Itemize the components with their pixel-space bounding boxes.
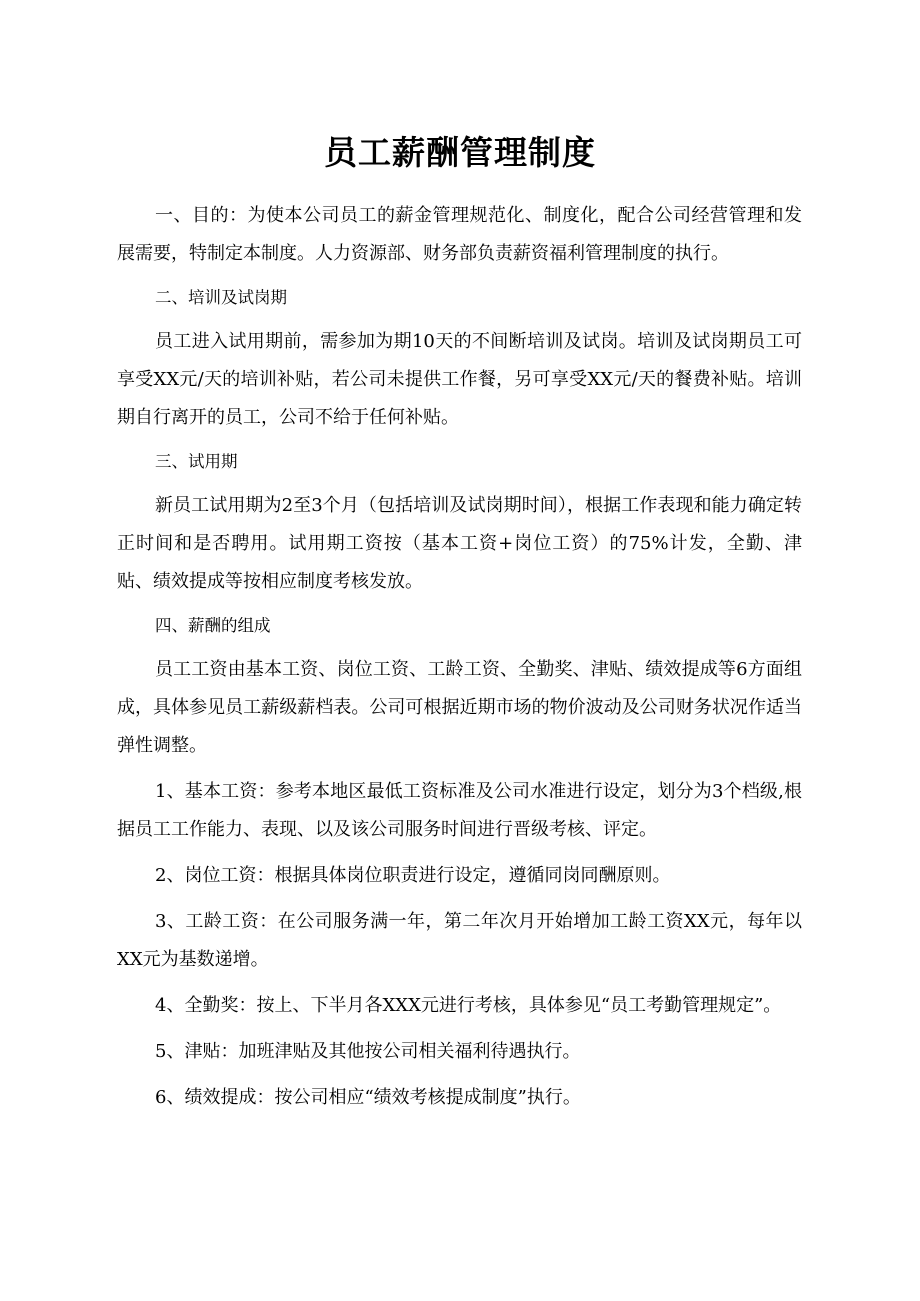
training-paragraph: 员工进入试用期前，需参加为期10天的不间断培训及试岗。培训及试岗期员工可享受XX元/天的培训补贴，若公司未提供工作餐，另可享受XX元/天的餐费补贴。培训期自行离开的员工，公司不给于任何补贴。 <box>117 331 802 428</box>
item-basic-salary: 1、基本工资：参考本地区最低工资标准及公司水准进行设定，划分为3个档级,根据员工工作能力、表现、以及该公司服务时间进行晋级考核、评定。 <box>117 781 802 840</box>
document-body <box>117 197 802 1117</box>
item-allowance: 5、津贴：加班津贴及其他按公司相关福利待遇执行。 <box>155 1041 581 1062</box>
composition-paragraph: 员工工资由基本工资、岗位工资、工龄工资、全勤奖、津贴、绩效提成等6方面组成，具体参见员工薪级薪档表。公司可根据近期市场的物价波动及公司财务状况作适当弹性调整。 <box>117 659 802 756</box>
training-heading: 二、培训及试岗期 <box>155 288 287 307</box>
composition-heading: 四、薪酬的组成 <box>155 616 271 635</box>
probation-heading: 三、试用期 <box>155 452 238 471</box>
item-performance-commission: 6、绩效提成：按公司相应“绩效考核提成制度”执行。 <box>155 1087 581 1108</box>
item-seniority-salary: 3、工龄工资：在公司服务满一年，第二年次月开始增加工龄工资XX元，每年以XX元为基数递增。 <box>117 911 802 970</box>
item-position-salary: 2、岗位工资：根据具体岗位职责进行设定，遵循同岗同酬原则。 <box>155 865 671 886</box>
probation-paragraph: 新员工试用期为2至3个月（包括培训及试岗期时间），根据工作表现和能力确定转正时间和是否聘用。试用期工资按（基本工资+岗位工资）的75%计发，全勤、津贴、绩效提成等按相应制度考核发放。 <box>117 495 802 592</box>
document-title: 员工薪酬管理制度 <box>324 133 596 172</box>
purpose-paragraph: 一、目的：为使本公司员工的薪金管理规范化、制度化，配合公司经营管理和发展需要，特制定本制度。人力资源部、财务部负责薪资福利管理制度的执行。 <box>117 205 802 264</box>
item-attendance-bonus: 4、全勤奖：按上、下半月各XXX元进行考核，具体参见“员工考勤管理规定”。 <box>155 995 782 1016</box>
